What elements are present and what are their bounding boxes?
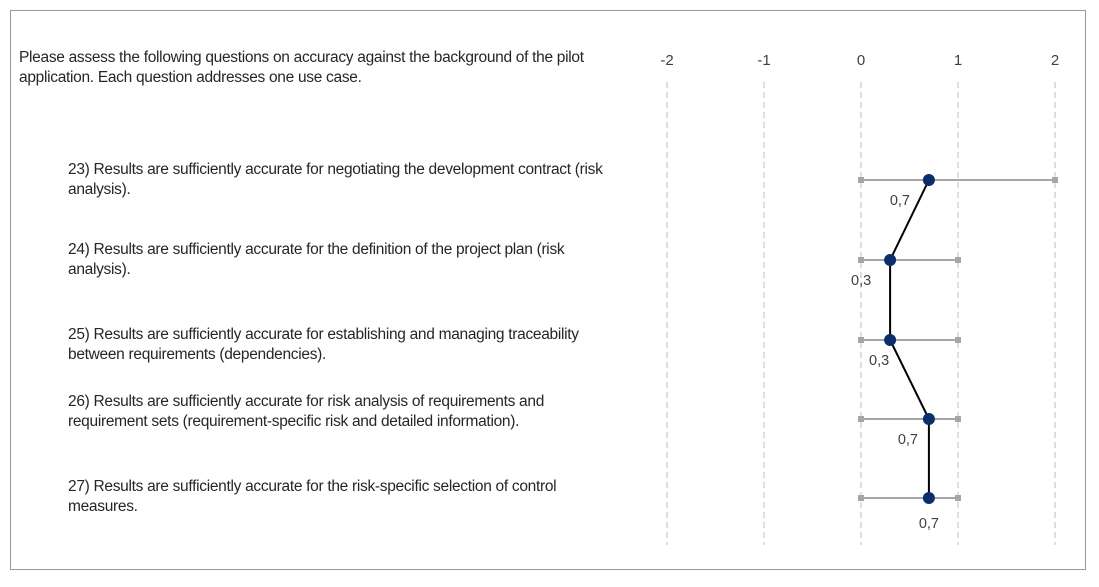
intro-text: Please assess the following questions on accuracy against the background of the pilot application. Each question addresses one use case. xyxy=(19,49,584,86)
mean-point xyxy=(923,174,935,186)
x-tick-label: 0 xyxy=(856,52,866,69)
question-23-label: 23) Results are sufficiently accurate for negotiating the development contract (risk analysis). xyxy=(68,161,603,198)
range-max-marker xyxy=(955,495,961,501)
mean-point xyxy=(884,334,896,346)
mean-point xyxy=(923,413,935,425)
mean-value-label: 0,3 xyxy=(869,353,890,369)
mean-value-label: 0,7 xyxy=(918,516,939,532)
question-25-label: 25) Results are sufficiently accurate for establishing and managing traceability between requirements (dependencies). xyxy=(68,326,579,363)
mean-point xyxy=(923,492,935,504)
range-min-marker xyxy=(858,177,864,183)
range-max-marker xyxy=(955,337,961,343)
x-tick-label: 2 xyxy=(1050,52,1060,69)
mean-point xyxy=(884,254,896,266)
range-min-marker xyxy=(858,257,864,263)
range-max-marker xyxy=(955,416,961,422)
range-max-marker xyxy=(1052,177,1058,183)
mean-value-label: 0,3 xyxy=(851,273,872,289)
range-max-marker xyxy=(955,257,961,263)
question-27-label: 27) Results are sufficiently accurate for the risk-specific selection of control measures. xyxy=(68,478,557,515)
x-tick-label: -2 xyxy=(660,52,674,69)
range-min-marker xyxy=(858,495,864,501)
x-tick-label: -1 xyxy=(757,52,771,69)
question-24-label: 24) Results are sufficiently accurate for the definition of the project plan (risk analysis). xyxy=(68,241,565,278)
question-26-label: 26) Results are sufficiently accurate for risk analysis of requirements and requirement sets (requirement-specific risk and detailed information). xyxy=(68,393,545,430)
mean-value-label: 0,7 xyxy=(889,193,910,209)
mean-value-label: 0,7 xyxy=(897,432,918,448)
range-min-marker xyxy=(858,416,864,422)
range-min-marker xyxy=(858,337,864,343)
x-tick-label: 1 xyxy=(953,52,963,69)
